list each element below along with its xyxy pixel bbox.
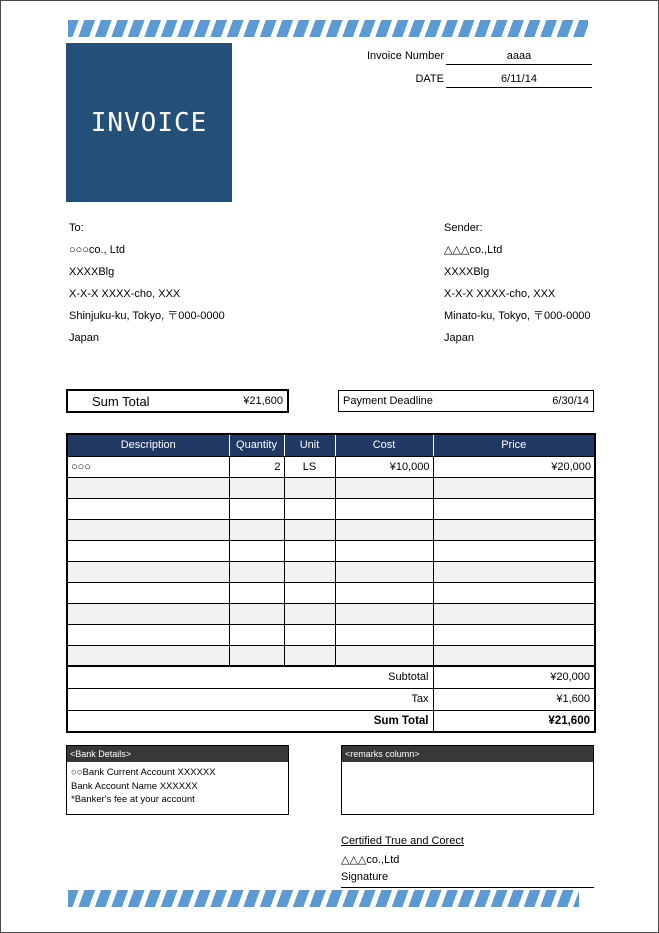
bank-details-lines xyxy=(67,762,288,807)
empty-item-row xyxy=(67,603,595,624)
total-label: Subtotal xyxy=(67,666,433,688)
total-label: Sum Total xyxy=(67,710,433,732)
items-body xyxy=(67,456,595,666)
invoice-title-block xyxy=(66,43,232,202)
empty-cell xyxy=(335,603,433,624)
empty-cell xyxy=(335,645,433,666)
to-address-block xyxy=(69,217,225,349)
empty-cell xyxy=(284,519,335,540)
empty-cell xyxy=(67,519,229,540)
column-header-price: Price xyxy=(433,434,595,456)
empty-cell xyxy=(433,540,595,561)
empty-cell xyxy=(229,645,284,666)
empty-cell xyxy=(335,561,433,582)
empty-item-row xyxy=(67,582,595,603)
certification-title: Certified True and Corect xyxy=(341,835,464,847)
empty-cell xyxy=(284,561,335,582)
remarks-header: <remarks column> xyxy=(342,746,593,762)
item-quantity: 2 xyxy=(229,456,284,477)
to-address-line: XXXXBlg xyxy=(69,266,115,278)
empty-item-row xyxy=(67,561,595,582)
sum-total-value: ¥21,600 xyxy=(243,395,283,407)
empty-cell xyxy=(229,498,284,519)
sender-address-line: X-X-X XXXX-cho, XXX xyxy=(444,288,556,300)
sender-label: Sender: xyxy=(444,222,483,234)
empty-cell xyxy=(433,561,595,582)
total-row-tax xyxy=(67,688,595,710)
empty-item-row xyxy=(67,498,595,519)
sender-address-line: Japan xyxy=(444,332,474,344)
empty-cell xyxy=(284,645,335,666)
empty-cell xyxy=(335,540,433,561)
empty-cell xyxy=(284,582,335,603)
items-header-row xyxy=(67,434,595,456)
bank-details-line: Bank Account Name XXXXXX xyxy=(71,780,198,792)
empty-cell xyxy=(433,603,595,624)
total-row-subtotal xyxy=(67,666,595,688)
empty-cell xyxy=(67,603,229,624)
empty-cell xyxy=(229,624,284,645)
empty-item-row xyxy=(67,477,595,498)
bank-details-header: <Bank Details> xyxy=(67,746,288,762)
empty-cell xyxy=(433,477,595,498)
total-value: ¥20,000 xyxy=(433,666,595,688)
item-cost: ¥10,000 xyxy=(335,456,433,477)
empty-cell xyxy=(284,540,335,561)
column-header-description: Description xyxy=(67,434,229,456)
empty-cell xyxy=(433,498,595,519)
sender-address-line: Minato-ku, Tokyo, 〒000-0000 xyxy=(444,310,591,322)
remarks-box xyxy=(341,745,594,815)
empty-cell xyxy=(229,582,284,603)
to-label: To: xyxy=(69,222,84,234)
empty-cell xyxy=(229,603,284,624)
empty-cell xyxy=(335,624,433,645)
sender-address-block xyxy=(444,217,591,349)
to-address-line: ○○○co., Ltd xyxy=(69,244,126,256)
to-address-line: X-X-X XXXX-cho, XXX xyxy=(69,288,181,300)
bottom-decorative-stripe xyxy=(68,890,579,907)
payment-deadline-label: Payment Deadline xyxy=(343,395,433,407)
column-header-quantity: Quantity xyxy=(229,434,284,456)
empty-cell xyxy=(433,645,595,666)
payment-deadline-value: 6/30/14 xyxy=(552,395,589,407)
sender-address-lines xyxy=(444,239,591,349)
items-table xyxy=(66,433,596,733)
item-unit: LS xyxy=(284,456,335,477)
item-row xyxy=(67,456,595,477)
item-description: ○○○ xyxy=(67,456,229,477)
remarks-body xyxy=(342,762,593,766)
total-value: ¥1,600 xyxy=(433,688,595,710)
total-row-sum-total xyxy=(67,710,595,732)
sender-address-line: △△△co.,Ltd xyxy=(444,244,503,256)
signature-line: Signature xyxy=(341,870,594,888)
payment-deadline-box xyxy=(338,390,594,412)
empty-cell xyxy=(67,582,229,603)
sum-total-box xyxy=(66,389,289,413)
page-title: INVOICE xyxy=(90,107,208,138)
empty-cell xyxy=(433,624,595,645)
date-value: 6/11/14 xyxy=(446,71,592,88)
invoice-number-label: Invoice Number xyxy=(366,50,444,62)
invoice-number-value: aaaa xyxy=(446,48,592,65)
top-decorative-stripe xyxy=(68,20,588,37)
empty-cell xyxy=(229,477,284,498)
sender-address-line: XXXXBlg xyxy=(444,266,490,278)
to-address-line: Japan xyxy=(69,332,99,344)
empty-cell xyxy=(67,477,229,498)
column-header-cost: Cost xyxy=(335,434,433,456)
empty-cell xyxy=(67,498,229,519)
empty-item-row xyxy=(67,645,595,666)
sum-total-label: Sum Total xyxy=(92,393,150,409)
column-header-unit: Unit xyxy=(284,434,335,456)
empty-cell xyxy=(335,498,433,519)
total-label: Tax xyxy=(67,688,433,710)
certification-company: △△△co.,Ltd xyxy=(341,854,400,866)
empty-cell xyxy=(335,582,433,603)
totals-body xyxy=(67,666,595,732)
empty-cell xyxy=(284,498,335,519)
certification-block xyxy=(341,831,594,888)
bank-details-line: *Banker's fee at your account xyxy=(71,794,195,805)
empty-cell xyxy=(284,624,335,645)
bank-details-box xyxy=(66,745,289,815)
to-address-line: Shinjuku-ku, Tokyo, 〒000-0000 xyxy=(69,310,225,322)
empty-cell xyxy=(284,603,335,624)
empty-cell xyxy=(67,645,229,666)
empty-cell xyxy=(67,540,229,561)
bank-details-line: ○○Bank Current Account XXXXXX xyxy=(71,767,216,778)
empty-cell xyxy=(229,561,284,582)
empty-cell xyxy=(229,540,284,561)
empty-item-row xyxy=(67,519,595,540)
empty-cell xyxy=(67,561,229,582)
empty-cell xyxy=(284,477,335,498)
empty-cell xyxy=(335,477,433,498)
to-address-lines xyxy=(69,239,225,349)
total-value: ¥21,600 xyxy=(433,710,595,732)
empty-item-row xyxy=(67,624,595,645)
item-price: ¥20,000 xyxy=(433,456,595,477)
empty-cell xyxy=(433,582,595,603)
empty-cell xyxy=(229,519,284,540)
empty-item-row xyxy=(67,540,595,561)
empty-cell xyxy=(433,519,595,540)
empty-cell xyxy=(67,624,229,645)
empty-cell xyxy=(335,519,433,540)
date-label: DATE xyxy=(415,73,444,85)
